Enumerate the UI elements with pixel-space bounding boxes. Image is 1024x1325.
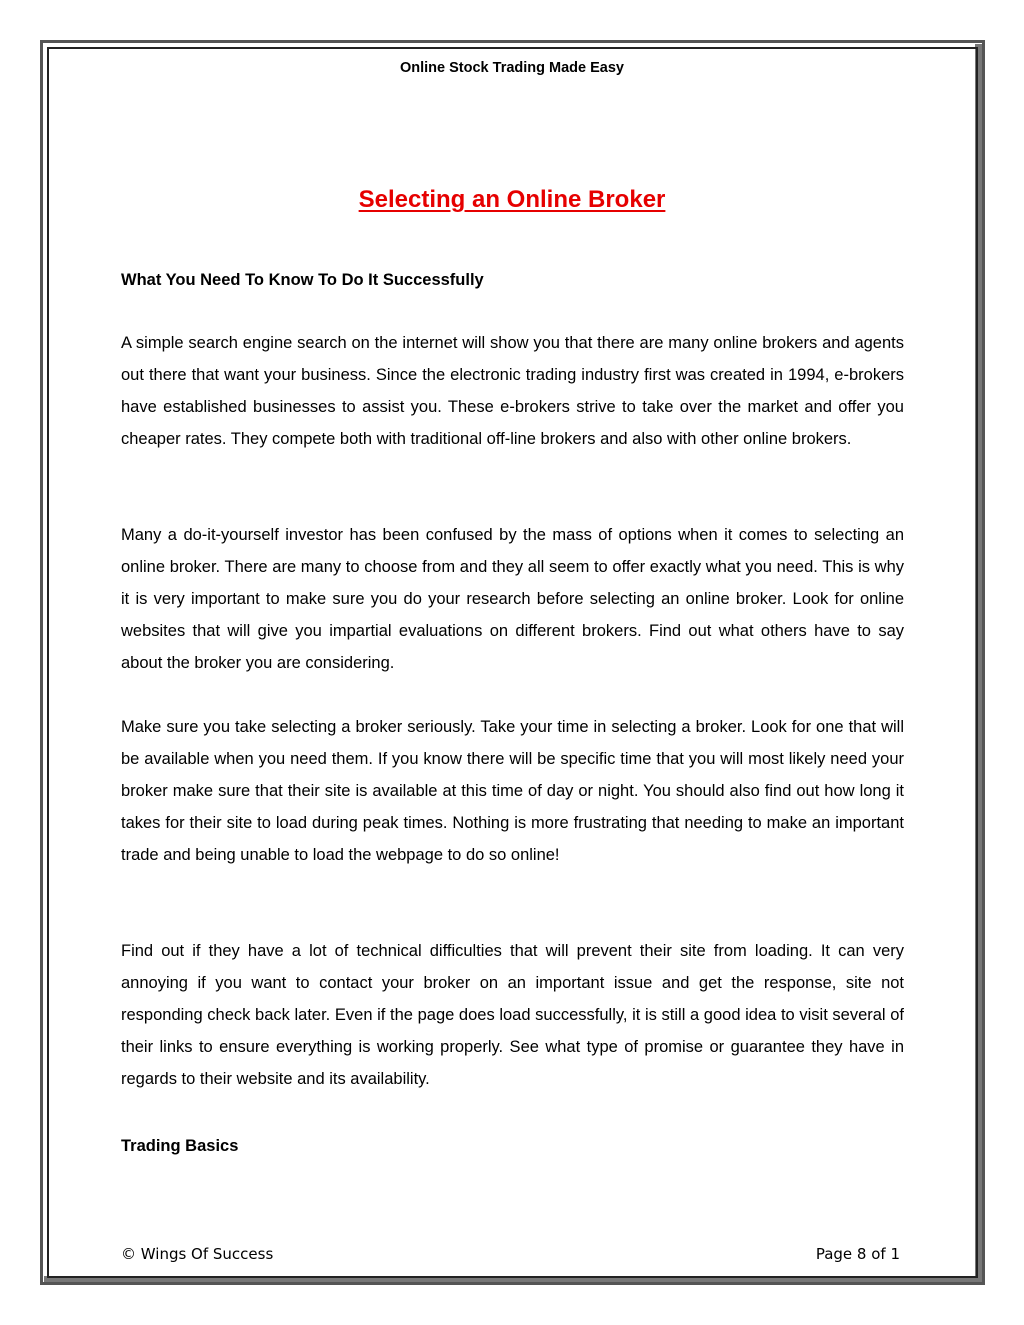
paragraph: A simple search engine search on the internet will show you that there are many online brokers and agents out there that want your business. Since the electronic trading industry first was created in 1994, e-brokers have established businesses to assist you. These e-brokers strive to take over the market and offer you cheaper rates. They compete both with traditional off-line brokers and also with other online brokers.	[121, 334, 904, 448]
paragraph: Make sure you take selecting a broker seriously. Take your time in selecting a broker. Look for one that will be available when you need them. If you know there will be specific time that you will most likely need your broker make sure that their site is available at this time of day or night. You should also find out how long it takes for their site to load during peak times. Nothing is more frustrating that needing to make an important trade and being unable to load the webpage to do so online!	[121, 718, 904, 864]
paragraph: Find out if they have a lot of technical difficulties that will prevent their site from loading. It can very annoying if you want to contact your broker on an important issue and get the response, site not responding check back later. Even if the page does load successfully, it is still a good idea to visit several of their links to ensure everything is working properly. See what type of promise or guarantee they have in regards to their website and its availability.	[121, 942, 904, 1088]
page-title: Selecting an Online Broker	[358, 186, 666, 213]
subheading: What You Need To Know To Do It Successfully	[121, 271, 484, 289]
footer-page-number: Page 8 of 1	[815, 1245, 900, 1263]
section-heading: Trading Basics	[121, 1137, 239, 1155]
footer-copyright: © Wings Of Success	[121, 1245, 274, 1263]
paragraph: Many a do-it-yourself investor has been confused by the mass of options when it comes to selecting an online broker. There are many to choose from and they all seem to offer exactly what you need. This is why it is very important to make sure you do your research before selecting an online broker. Look for online websites that will give you impartial evaluations on different brokers. Find out what others have to say about the broker you are considering.	[121, 526, 904, 672]
running-header: Online Stock Trading Made Easy	[399, 60, 624, 76]
